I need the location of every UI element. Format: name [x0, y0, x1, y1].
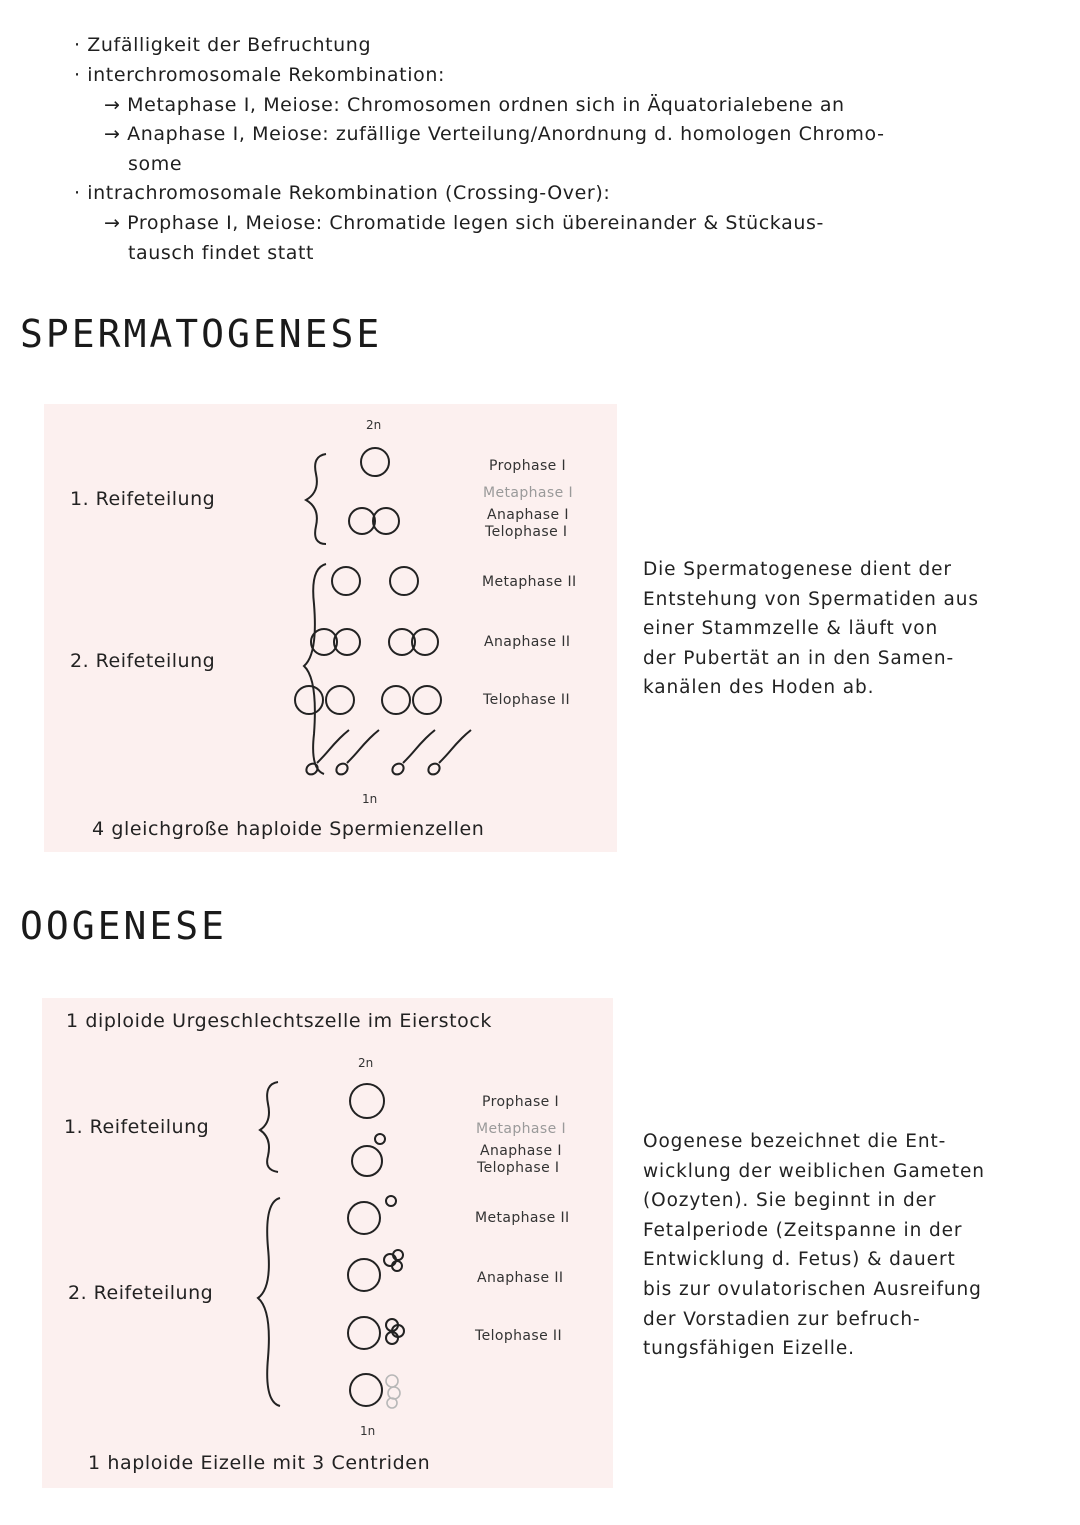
ploidy-label: 1n: [362, 792, 378, 806]
ploidy-label: 1n: [360, 1424, 376, 1438]
phase-label: Metaphase II: [475, 1210, 570, 1226]
diagram-caption: 4 gleichgroße haploide Spermienzellen: [92, 818, 485, 840]
cell: [295, 686, 323, 714]
cell-2n: [361, 448, 389, 476]
diagram-caption: 1 haploide Eizelle mit 3 Centriden: [88, 1452, 431, 1474]
division-1-label: 1. Reifeteilung: [70, 488, 216, 510]
note-line: tausch findet statt: [128, 242, 315, 264]
note-line: some: [128, 153, 183, 175]
spermatogenese-description: [643, 555, 979, 703]
description-line: der Pubertät an in den Samen-: [643, 647, 955, 669]
cell-2n: [350, 1084, 384, 1118]
division-1-label: 1. Reifeteilung: [64, 1116, 210, 1138]
spermatogenese-heading: SPERMATOGENESE: [20, 312, 383, 356]
cell-dividing: [349, 508, 399, 534]
description-line: Fetalperiode (Zeitspanne in der: [643, 1219, 963, 1241]
cell: [382, 686, 410, 714]
cell: [332, 567, 360, 595]
phase-label: Telophase I: [485, 524, 568, 540]
phase-label: Anaphase II: [484, 634, 571, 650]
phase-label: Anaphase I: [487, 507, 569, 523]
description-line: wicklung der weiblichen Gameten: [643, 1160, 985, 1182]
description-line: der Vorstadien zur befruch-: [643, 1308, 921, 1330]
phase-label: Anaphase II: [477, 1270, 564, 1286]
division-2-label: 2. Reifeteilung: [70, 650, 216, 672]
oocyte-with-polar-body: [348, 1196, 396, 1234]
division-2-label: 2. Reifeteilung: [68, 1282, 214, 1304]
description-line: kanälen des Hoden ab.: [643, 677, 875, 699]
note-line: · Zufälligkeit der Befruchtung: [74, 34, 372, 56]
description-line: einer Stammzelle & läuft von: [643, 618, 939, 640]
note-line: · intrachromosomale Rekombination (Crossing-Over):: [74, 182, 611, 204]
phase-label: Anaphase I: [480, 1143, 562, 1159]
description-line: (Oozyten). Sie beginnt in der: [643, 1190, 937, 1212]
cell: [390, 567, 418, 595]
brace-division-2: [258, 1198, 280, 1406]
phase-label: Telophase II: [475, 1328, 562, 1344]
oogenese-description: [643, 1127, 985, 1364]
spermatogenese-cells: [44, 404, 617, 852]
phase-label: Telophase II: [483, 692, 570, 708]
cell: [413, 686, 441, 714]
note-line: → Prophase I, Meiose: Chromatide legen sich übereinander & Stückaus-: [104, 212, 824, 234]
phase-label: Metaphase II: [482, 574, 577, 590]
oocyte-with-polar-bodies: [348, 1250, 403, 1291]
description-line: Entstehung von Spermatiden aus: [643, 588, 979, 610]
description-line: tungsfähigen Eizelle.: [643, 1338, 855, 1360]
cell: [326, 686, 354, 714]
oogenese-diagram: [42, 998, 613, 1488]
description-line: Oogenese bezeichnet die Ent-: [643, 1131, 947, 1152]
brace-division-2: [304, 564, 326, 774]
brace-division-1: [306, 454, 326, 544]
brace-division-1: [260, 1082, 278, 1172]
ploidy-label: 2n: [366, 418, 382, 432]
diagram-intro: 1 diploide Urgeschlechtszelle im Eierstock: [66, 1010, 493, 1032]
ploidy-label: 2n: [358, 1056, 374, 1070]
oocyte-with-polar-bodies: [348, 1317, 404, 1349]
description-line: Die Spermatogenese dient der: [643, 559, 952, 580]
sperm-cell: [304, 730, 349, 777]
description-line: bis zur ovulatorischen Ausreifung: [643, 1278, 982, 1300]
note-line: → Metaphase I, Meiose: Chromosomen ordnen sich in Äquatorialebene an: [104, 94, 845, 116]
phase-label: Prophase I: [482, 1094, 560, 1110]
phase-label: Prophase I: [489, 458, 567, 474]
phase-label: Telophase I: [477, 1160, 560, 1176]
oocyte-haploid: [350, 1374, 382, 1406]
oogenese-cells: [42, 998, 613, 1488]
phase-label: Metaphase I: [483, 485, 573, 501]
cell-dividing: [311, 629, 360, 655]
sperm-cell: [426, 730, 471, 777]
note-line: · interchromosomale Rekombination:: [74, 64, 445, 86]
polar-bodies-faded: [386, 1375, 400, 1408]
cell-dividing: [389, 629, 438, 655]
cell-dividing: [352, 1134, 385, 1176]
note-line: → Anaphase I, Meiose: zufällige Verteilung/Anordnung d. homologen Chromo-: [104, 123, 885, 145]
oogenese-heading: OOGENESE: [20, 904, 228, 948]
description-line: Entwicklung d. Fetus) & dauert: [643, 1249, 956, 1271]
spermatogenese-diagram: [44, 404, 617, 852]
phase-label: Metaphase I: [476, 1121, 566, 1137]
